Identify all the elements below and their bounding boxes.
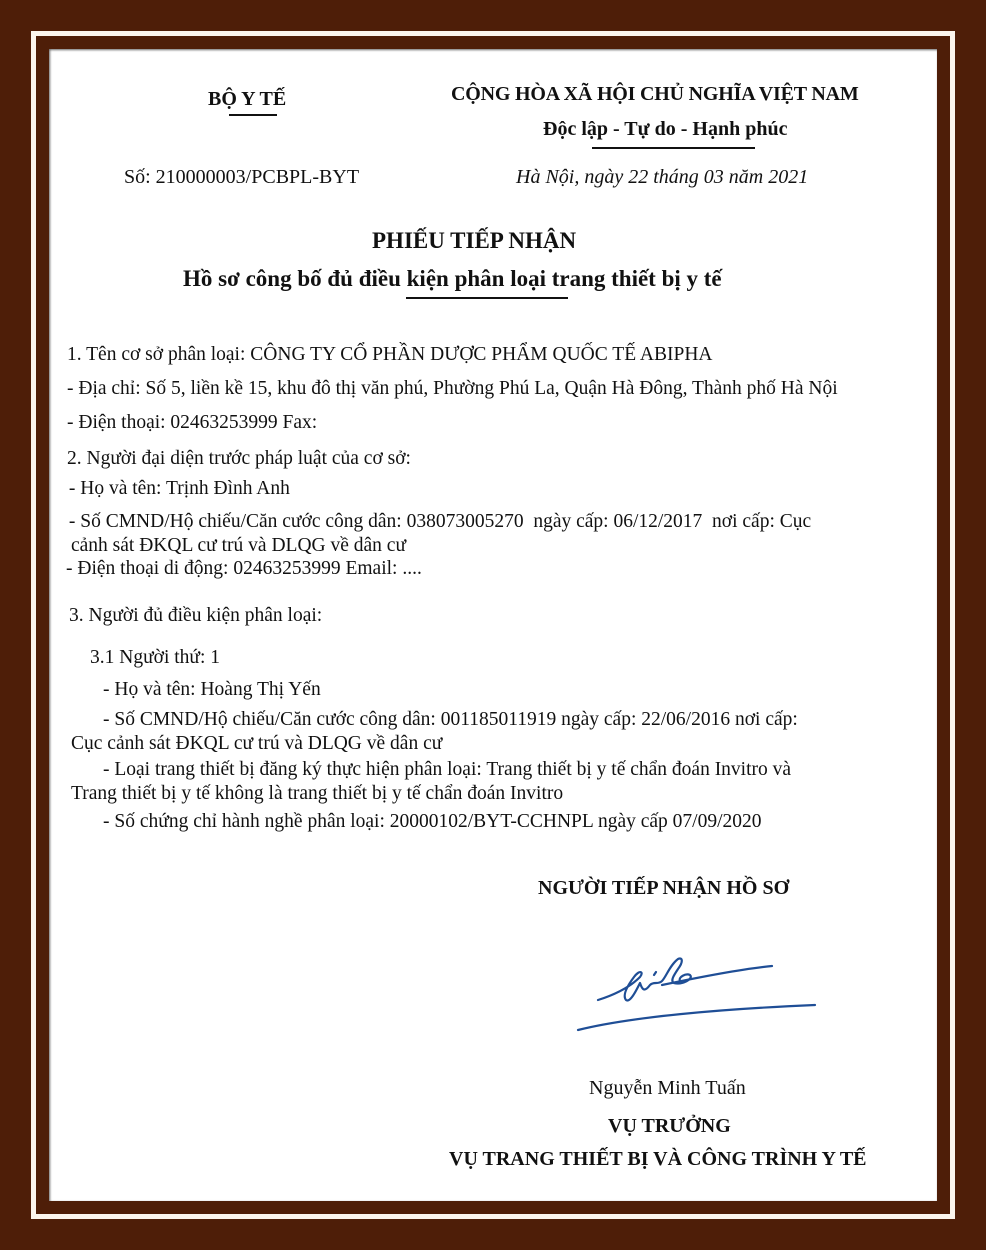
- classifier-device-line-1: - Loại trang thiết bị đăng ký thực hiện phân loại: Trang thiết bị y tế chẩn đoán Invitro và: [103, 759, 792, 780]
- agency-name: BỘ Y TẾ: [208, 88, 287, 110]
- facility-phone-line: - Điện thoại: 02463253999 Fax:: [67, 412, 318, 433]
- motto-underline: [592, 147, 755, 149]
- representative-id-line-1: - Số CMND/Hộ chiếu/Căn cước công dân: 038073005270 ngày cấp: 06/12/2017 nơi cấp: Cục: [64, 511, 812, 532]
- signer-name: Nguyễn Minh Tuấn: [589, 1077, 746, 1099]
- agency-underline: [229, 114, 277, 116]
- representative-heading: 2. Người đại diện trước pháp luật của cơ sở:: [67, 448, 411, 469]
- facility-name-line: 1. Tên cơ sở phân loại: CÔNG TY CỔ PHẦN DƯỢC PHẨM QUỐC TẾ ABIPHA: [67, 344, 713, 365]
- signature-icon: [570, 955, 830, 1045]
- classifier-heading: 3. Người đủ điều kiện phân loại:: [69, 605, 323, 626]
- facility-address-line: - Địa chỉ: Số 5, liền kề 15, khu đô thị văn phú, Phường Phú La, Quận Hà Đông, Thành phố Hà Nội: [67, 378, 838, 399]
- document-title: PHIẾU TIẾP NHẬN: [372, 228, 577, 253]
- classifier-id-line-1: - Số CMND/Hộ chiếu/Căn cước công dân: 001185011919 ngày cấp: 22/06/2016 nơi cấp:: [103, 709, 798, 730]
- place-date: Hà Nội, ngày 22 tháng 03 năm 2021: [516, 166, 809, 188]
- classifier-id-line-2: Cục cảnh sát ĐKQL cư trú và DLQG về dân cư: [71, 733, 443, 754]
- document-subtitle: Hồ sơ công bố đủ điều kiện phân loại trang thiết bị y tế: [183, 266, 722, 291]
- classifier-name-line: - Họ và tên: Hoàng Thị Yến: [103, 679, 321, 700]
- country-name: CỘNG HÒA XÃ HỘI CHỦ NGHĨA VIỆT NAM: [451, 83, 859, 105]
- signer-department: VỤ TRANG THIẾT BỊ VÀ CÔNG TRÌNH Y TẾ: [449, 1148, 867, 1170]
- representative-name-line: - Họ và tên: Trịnh Đình Anh: [64, 478, 290, 499]
- document-number: Số: 210000003/PCBPL-BYT: [124, 166, 360, 188]
- national-motto: Độc lập - Tự do - Hạnh phúc: [543, 118, 788, 140]
- classifier-certificate-line: - Số chứng chỉ hành nghề phân loại: 20000102/BYT-CCHNPL ngày cấp 07/09/2020: [103, 811, 762, 832]
- receiver-heading: NGƯỜI TIẾP NHẬN HỒ SƠ: [538, 877, 790, 899]
- representative-id-line-2: cảnh sát ĐKQL cư trú và DLQG về dân cư: [71, 535, 407, 556]
- representative-mobile-line: - Điện thoại di động: 02463253999 Email: ....: [66, 558, 422, 579]
- subtitle-underline: [406, 297, 568, 299]
- classifier-device-line-2: Trang thiết bị y tế không là trang thiết bị y tế chẩn đoán Invitro: [71, 783, 564, 804]
- classifier-person-heading: 3.1 Người thứ: 1: [90, 647, 221, 668]
- signer-title: VỤ TRƯỞNG: [608, 1115, 731, 1137]
